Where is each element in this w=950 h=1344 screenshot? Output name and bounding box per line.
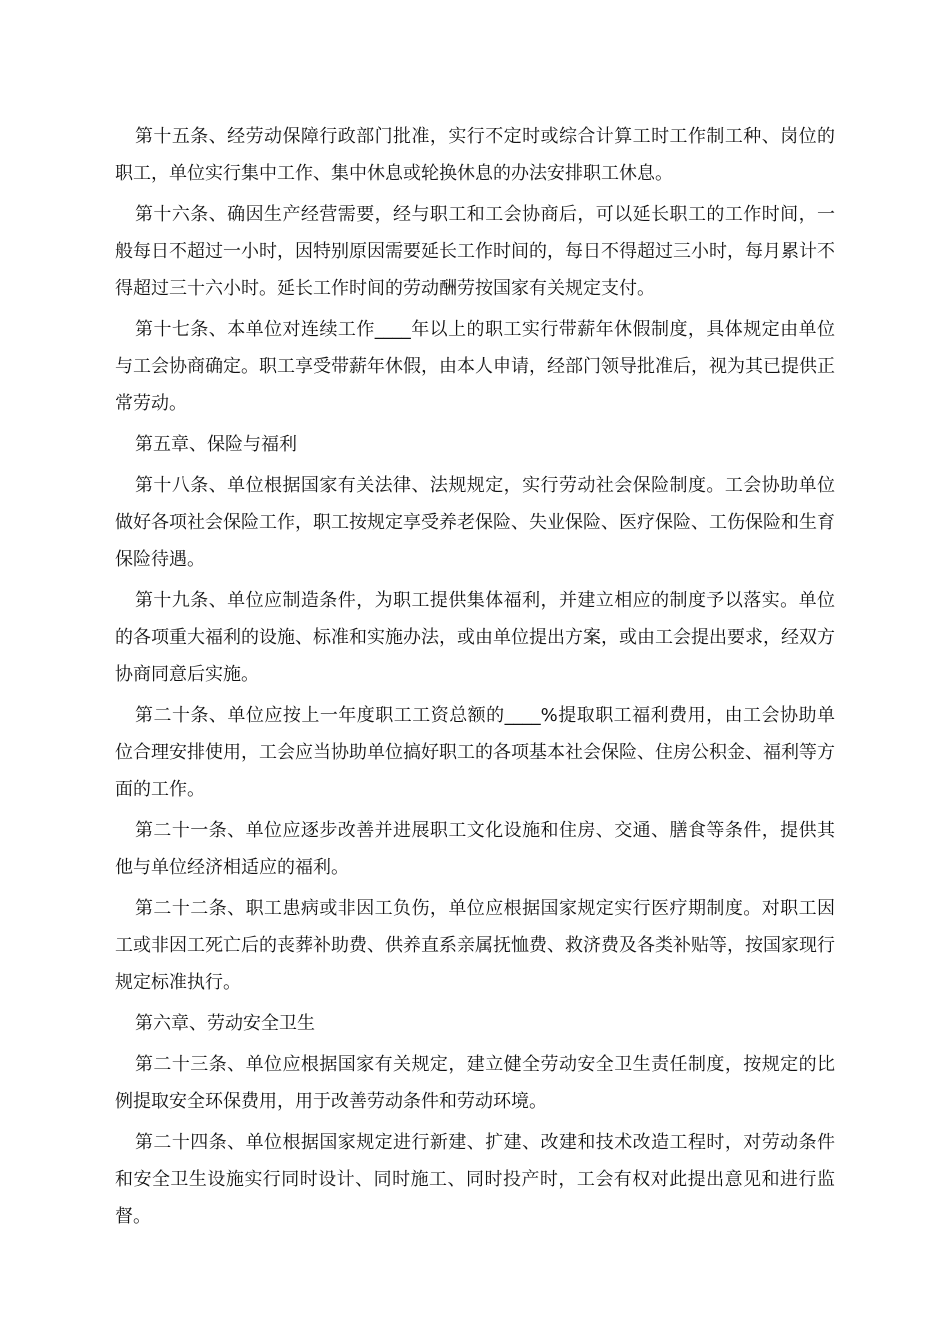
article-17: 第十七条、本单位对连续工作____年以上的职工实行带薪年休假制度，具体规定由单位与工会协商确定。职工享受带薪年休假，由本人申请，经部门领导批准后，视为其已提供正常劳动。 — [115, 319, 835, 414]
article-21: 第二十一条、单位应逐步改善并进展职工文化设施和住房、交通、膳食等条件，提供其他与单位经济相适应的福利。 — [115, 820, 835, 878]
article-18: 第十八条、单位根据国家有关法律、法规规定，实行劳动社会保险制度。工会协助单位做好各项社会保险工作，职工按规定享受养老保险、失业保险、医疗保险、工伤保险和生育保险待遇。 — [115, 475, 835, 570]
article-24: 第二十四条、单位根据国家规定进行新建、扩建、改建和技术改造工程时，对劳动条件和安全卫生设施实行同时设计、同时施工、同时投产时，工会有权对此提出意见和进行监督。 — [115, 1132, 835, 1227]
article-23: 第二十三条、单位应根据国家有关规定，建立健全劳动安全卫生责任制度，按规定的比例提取安全环保费用，用于改善劳动条件和劳动环境。 — [115, 1054, 835, 1112]
article-19: 第十九条、单位应制造条件，为职工提供集体福利，并建立相应的制度予以落实。单位的各项重大福利的设施、标准和实施办法，或由单位提出方案，或由工会提出要求，经双方协商同意后实施。 — [115, 590, 835, 685]
article-22: 第二十二条、职工患病或非因工负伤，单位应根据国家规定实行医疗期制度。对职工因工或非因工死亡后的丧葬补助费、供养直系亲属抚恤费、救济费及各类补贴等，按国家现行规定标准执行。 — [115, 898, 835, 993]
chapter-6-heading: 第六章、劳动安全卫生 — [135, 1013, 315, 1034]
article-16: 第十六条、确因生产经营需要，经与职工和工会协商后，可以延长职工的工作时间，一般每日不超过一小时，因特别原因需要延长工作时间的，每日不得超过三小时，每月累计不得超过三十六小时。延长工作时间的劳动酬劳按国家有关规定支付。 — [115, 204, 835, 299]
chapter-5-heading: 第五章、保险与福利 — [135, 434, 297, 455]
article-15: 第十五条、经劳动保障行政部门批准，实行不定时或综合计算工时工作制工种、岗位的职工，单位实行集中工作、集中休息或轮换休息的办法安排职工休息。 — [115, 126, 835, 184]
document-body — [115, 118, 835, 1239]
article-20: 第二十条、单位应按上一年度职工工资总额的____%提取职工福利费用，由工会协助单位合理安排使用，工会应当协助单位搞好职工的各项基本社会保险、住房公积金、福利等方面的工作。 — [115, 705, 835, 800]
